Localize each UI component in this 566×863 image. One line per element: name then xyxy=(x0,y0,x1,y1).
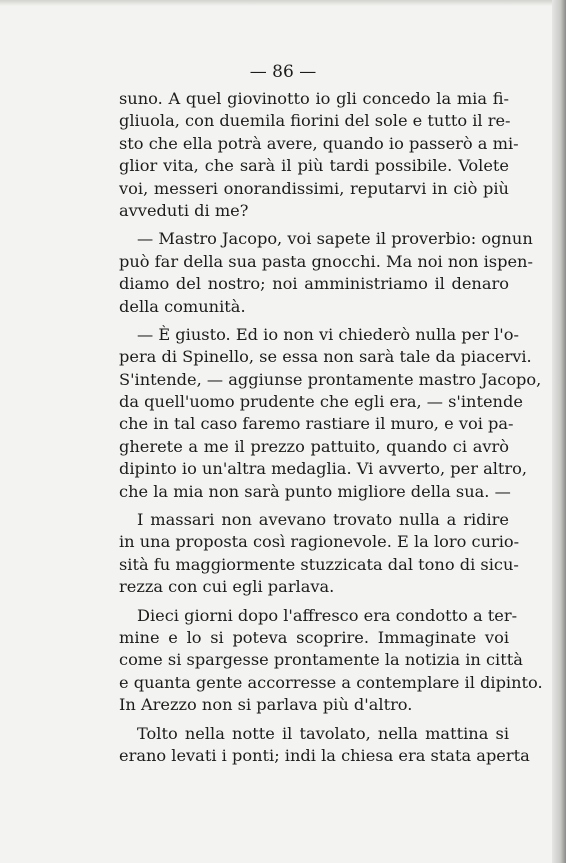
text-line: Dieci giorni dopo l'affresco era condotto a ter- xyxy=(137,605,518,625)
text-line: S'intende, — aggiunse prontamente mastro Jacopo, xyxy=(119,369,542,389)
text-line: sità fu maggiormente stuzzicata dal tono di sicu- xyxy=(119,554,519,574)
text-line: In Arezzo non si parlava più d'altro. xyxy=(119,695,413,715)
page-number: — 86 — xyxy=(249,62,317,82)
text-line: in una proposta così ragionevole. E la loro curio- xyxy=(119,532,520,552)
text-line: che in tal caso faremo rastiare il muro, e voi pa- xyxy=(119,414,514,434)
body-text xyxy=(119,88,543,767)
text-line: gliuola, con duemila fiorini del sole e tutto il re- xyxy=(119,111,511,131)
text-line: diamo del nostro; noi amministriamo il denaro xyxy=(119,274,509,294)
text-line: avveduti di me? xyxy=(119,200,249,220)
paragraph xyxy=(119,723,530,768)
page-top-edge xyxy=(0,0,566,6)
text-line: gherete a me il prezzo pattuito, quando ci avrò xyxy=(119,436,509,456)
text-line: dipinto io un'altra medaglia. Vi avverto, per altro, xyxy=(119,459,528,479)
text-line: — È giusto. Ed io non vi chiederò nulla per l'o- xyxy=(137,324,519,344)
text-line: sto che ella potrà avere, quando io passerò a mi- xyxy=(119,133,519,153)
paragraph xyxy=(119,88,519,222)
text-line: glior vita, che sarà il più tardi possibile. Volete xyxy=(119,156,509,176)
text-line: rezza con cui egli parlava. xyxy=(119,577,335,597)
paragraph xyxy=(119,228,533,318)
paragraph xyxy=(119,509,520,599)
text-line: della comunità. xyxy=(119,296,246,316)
paragraph xyxy=(119,605,543,717)
text-line: mine e lo si poteva scoprire. Immaginate voi xyxy=(119,627,509,647)
text-line: erano levati i ponti; indi la chiesa era stata aperta xyxy=(119,745,530,765)
text-line: voi, messeri onorandissimi, reputarvi in ciò più xyxy=(119,178,509,198)
text-line: come si spargesse prontamente la notizia in città xyxy=(119,650,523,670)
text-line: pera di Spinello, se essa non sarà tale da piacervi. xyxy=(119,347,532,367)
text-line: e quanta gente accorresse a contemplare il dipinto. xyxy=(119,672,543,692)
text-line: può far della sua pasta gnocchi. Ma noi non ispen- xyxy=(119,251,533,271)
text-line: — Mastro Jacopo, voi sapete il proverbio: ognun xyxy=(137,229,533,249)
page-binding-edge xyxy=(552,0,566,863)
text-line: che la mia non sarà punto migliore della sua. — xyxy=(119,481,511,501)
text-line: da quell'uomo prudente che egli era, — s'intende xyxy=(119,392,523,412)
text-line: Tolto nella notte il tavolato, nella mattina si xyxy=(137,723,509,743)
text-line: I massari non avevano trovato nulla a ridire xyxy=(137,510,509,530)
paragraph xyxy=(119,324,542,503)
text-line: suno. A quel giovinotto io gli concedo la mia fi- xyxy=(119,89,509,108)
